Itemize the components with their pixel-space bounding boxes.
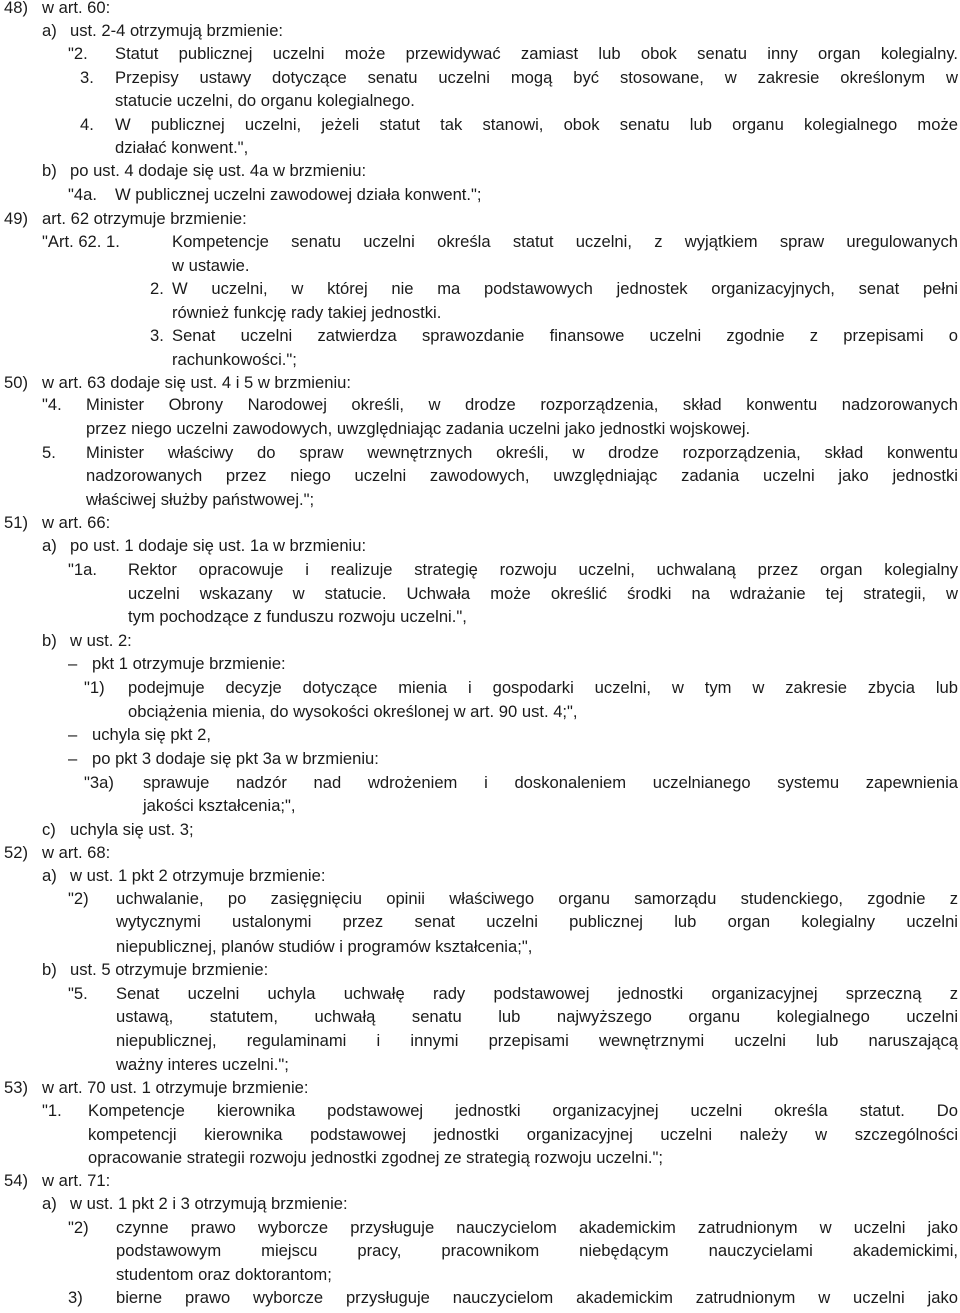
text-line — [0, 818, 958, 842]
text-line — [0, 700, 958, 724]
line-text: sprawuje nadzór nad wdrożeniem i doskonaleniem uczelnianego systemu zapewnienia — [143, 773, 958, 792]
text-line — [0, 1005, 958, 1029]
text-line — [0, 676, 958, 700]
item-number: 3. — [80, 68, 94, 87]
line-text: po pkt 3 dodaje się pkt 3a w brzmieniu: — [92, 749, 379, 768]
line-text: w art. 60: — [42, 0, 111, 17]
text-line — [0, 982, 958, 1006]
line-text: Senat uczelni zatwierdza sprawozdanie finansowe uczelni zgodnie z przepisami o — [172, 326, 958, 345]
text-line — [0, 864, 958, 888]
text-line — [0, 1239, 958, 1263]
item-number: 51) — [4, 513, 28, 532]
line-text: działać konwent.", — [115, 138, 249, 157]
text-line — [0, 1146, 958, 1170]
line-text: rachunkowości."; — [172, 350, 297, 369]
item-number: 50) — [4, 373, 28, 392]
line-text: Przepisy ustawy dotyczące senatu uczelni mogą być stosowane, w zakresie określonym w — [115, 68, 958, 87]
text-line — [0, 42, 958, 66]
line-text: wytycznymi ustalonymi przez senat uczelni publicznej lub organ kolegialny uczelni — [116, 912, 958, 931]
text-line — [0, 1263, 958, 1287]
text-line — [0, 1286, 958, 1310]
line-text: w art. 66: — [42, 513, 111, 532]
line-text: tym pochodzące z funduszu rozwoju uczelni.", — [128, 607, 467, 626]
line-text: po ust. 4 dodaje się ust. 4a w brzmieniu: — [70, 161, 367, 180]
item-number: 53) — [4, 1078, 28, 1097]
line-text: w art. 70 ust. 1 otrzymuje brzmienie: — [42, 1078, 309, 1097]
text-line — [0, 230, 958, 254]
item-number: 48) — [4, 0, 28, 17]
item-number: b) — [42, 161, 57, 180]
item-number: "4. — [42, 395, 62, 414]
item-number: "Art. 62. 1. — [42, 232, 120, 251]
line-text: pkt 1 otrzymuje brzmienie: — [92, 654, 286, 673]
line-text: w ust. 1 pkt 2 otrzymuje brzmienie: — [70, 866, 326, 885]
dash-marker: – — [68, 749, 78, 768]
item-number: 54) — [4, 1171, 28, 1190]
text-line — [0, 1029, 958, 1053]
item-number: a) — [42, 1194, 57, 1213]
text-line — [0, 534, 958, 558]
item-number: 49) — [4, 209, 28, 228]
text-line — [0, 254, 958, 278]
text-line — [0, 935, 958, 959]
text-line — [0, 441, 958, 465]
text-line — [0, 1099, 958, 1123]
item-number: a) — [42, 21, 57, 40]
item-number: "4a. — [68, 185, 97, 204]
text-line — [0, 183, 958, 207]
line-text: przez niego uczelni zawodowych, uwzględniając zadania uczelni jako jednostki wojskowej. — [86, 419, 751, 438]
item-number: 5. — [42, 443, 56, 462]
line-text: uchwalanie, po zasięgnięciu opinii właściwego organu samorządu studenckiego, zgodnie z — [116, 889, 958, 908]
text-line — [0, 958, 958, 982]
line-text: opracowanie strategii rozwoju jednostki zgodnej ze strategią rozwoju uczelni."; — [88, 1148, 663, 1167]
text-line — [0, 159, 958, 183]
line-text: w art. 71: — [42, 1171, 111, 1190]
line-text: W publicznej uczelni, jeżeli statut tak stanowi, obok senatu lub organu kolegialnego może — [115, 115, 958, 134]
line-text: czynne prawo wyborcze przysługuje nauczycielom akademickim zatrudnionym w uczelni jako — [116, 1218, 958, 1237]
line-text: W uczelni, w której nie ma podstawowych jednostek organizacyjnych, senat pełni — [172, 279, 958, 298]
line-text: w ust. 2: — [70, 631, 132, 650]
line-text: ust. 5 otrzymuje brzmienie: — [70, 960, 269, 979]
line-text: w art. 68: — [42, 843, 111, 862]
text-line — [0, 910, 958, 934]
item-number: "5. — [68, 984, 88, 1003]
line-text: Senat uczelni uchyla uchwałę rady podstawowej jednostki organizacyjnej sprzeczną z — [116, 984, 958, 1003]
text-line — [0, 1123, 958, 1147]
text-line — [0, 771, 958, 795]
line-text: obciążenia mienia, do wysokości określonej w art. 90 ust. 4;", — [128, 702, 578, 721]
item-number: 3. — [150, 326, 164, 345]
text-line — [0, 511, 958, 535]
item-number: "2. — [68, 44, 88, 63]
line-text: Rektor opracowuje i realizuje strategię rozwoju uczelni, uchwalaną przez organ kolegialny — [128, 560, 958, 579]
line-text: podejmuje decyzje dotyczące mienia i gospodarki uczelni, w tym w zakresie zbycia lub — [128, 678, 958, 697]
text-line — [0, 301, 958, 325]
line-text: uchyla się ust. 3; — [70, 820, 194, 839]
text-line — [0, 417, 958, 441]
text-line — [0, 747, 958, 771]
line-text: ważny interes uczelni."; — [116, 1055, 289, 1074]
item-number: b) — [42, 960, 57, 979]
line-text: właściwej służby państwowej."; — [86, 490, 315, 509]
item-number: "1) — [84, 678, 105, 697]
line-text: studentom oraz doktorantom; — [116, 1265, 332, 1284]
line-text: Statut publicznej uczelni może przewidywać zamiast lub obok senatu inny organ kolegialny. — [115, 44, 958, 63]
item-number: "3a) — [84, 773, 114, 792]
line-text: również funkcję rady takiej jednostki. — [172, 303, 442, 322]
text-line — [0, 558, 958, 582]
text-line — [0, 66, 958, 90]
line-text: ustawą, statutem, uchwałą senatu lub najwyższego organu kolegialnego uczelni — [116, 1007, 958, 1026]
line-text: bierne prawo wyborcze przysługuje nauczycielom akademickim zatrudnionym w uczelni jako — [116, 1288, 958, 1307]
line-text: nadzorowanych przez niego uczelni zawodowych, uwzględniając zadania uczelni jako jednostki — [86, 466, 958, 485]
line-text: w art. 63 dodaje się ust. 4 i 5 w brzmieniu: — [42, 373, 351, 392]
text-line — [0, 277, 958, 301]
text-line — [0, 324, 958, 348]
line-text: art. 62 otrzymuje brzmienie: — [42, 209, 247, 228]
line-text: niepublicznej, planów studiów i programów kształcenia;", — [116, 937, 533, 956]
text-line — [0, 393, 958, 417]
line-text: uczelni wskazany w statucie. Uchwała może określić środki na wdrażanie tej strategii, w — [128, 584, 958, 603]
text-line — [0, 1053, 958, 1077]
text-line — [0, 207, 958, 231]
line-text: W publicznej uczelni zawodowej działa konwent."; — [115, 185, 482, 204]
text-line — [0, 348, 958, 372]
item-number: b) — [42, 631, 57, 650]
item-number: "2) — [68, 889, 89, 908]
line-text: Minister właściwy do spraw wewnętrznych określi, w drodze rozporządzenia, skład konwentu — [86, 443, 958, 462]
text-line — [0, 1216, 958, 1240]
line-text: Kompetencje senatu uczelni określa statut uczelni, z wyjątkiem spraw uregulowanych — [172, 232, 958, 251]
item-number: "2) — [68, 1218, 89, 1237]
text-line — [0, 0, 958, 20]
text-line — [0, 841, 958, 865]
text-line — [0, 19, 958, 43]
item-number: 52) — [4, 843, 28, 862]
line-text: po ust. 1 dodaje się ust. 1a w brzmieniu: — [70, 536, 367, 555]
line-text: w ust. 1 pkt 2 i 3 otrzymują brzmienie: — [70, 1194, 348, 1213]
text-line — [0, 464, 958, 488]
text-line — [0, 89, 958, 113]
text-line — [0, 723, 958, 747]
text-line — [0, 1076, 958, 1100]
line-text: kompetencji kierownika podstawowej jednostki organizacyjnej uczelni należy w szczególności — [88, 1125, 958, 1144]
text-line — [0, 652, 958, 676]
line-text: jakości kształcenia;", — [143, 796, 296, 815]
text-line — [0, 582, 958, 606]
item-number: "1a. — [68, 560, 97, 579]
text-line — [0, 488, 958, 512]
item-number: 2. — [150, 279, 164, 298]
text-line — [0, 1192, 958, 1216]
item-number: a) — [42, 536, 57, 555]
text-line — [0, 371, 958, 395]
text-line — [0, 629, 958, 653]
line-text: Minister Obrony Narodowej określi, w drodze rozporządzenia, skład konwentu nadzorowanych — [86, 395, 958, 414]
item-number: 3) — [68, 1288, 83, 1307]
line-text: uchyla się pkt 2, — [92, 725, 211, 744]
text-line — [0, 1169, 958, 1193]
text-line — [0, 794, 958, 818]
item-number: a) — [42, 866, 57, 885]
text-line — [0, 887, 958, 911]
line-text: Kompetencje kierownika podstawowej jednostki organizacyjnej uczelni określa statut. Do — [88, 1101, 958, 1120]
item-number: "1. — [42, 1101, 62, 1120]
line-text: ust. 2-4 otrzymują brzmienie: — [70, 21, 284, 40]
line-text: statucie uczelni, do organu kolegialnego. — [115, 91, 415, 110]
item-number: c) — [42, 820, 56, 839]
line-text: niepublicznej, regulaminami i innymi przepisami wewnętrznymi uczelni lub naruszającą — [116, 1031, 958, 1050]
dash-marker: – — [68, 725, 78, 744]
dash-marker: – — [68, 654, 78, 673]
text-line — [0, 605, 958, 629]
line-text: w ustawie. — [172, 256, 250, 275]
item-number: 4. — [80, 115, 94, 134]
text-line — [0, 136, 958, 160]
line-text: podstawowym miejscu pracy, pracownikom niebędącym nauczycielami akademickimi, — [116, 1241, 958, 1260]
text-line — [0, 113, 958, 137]
